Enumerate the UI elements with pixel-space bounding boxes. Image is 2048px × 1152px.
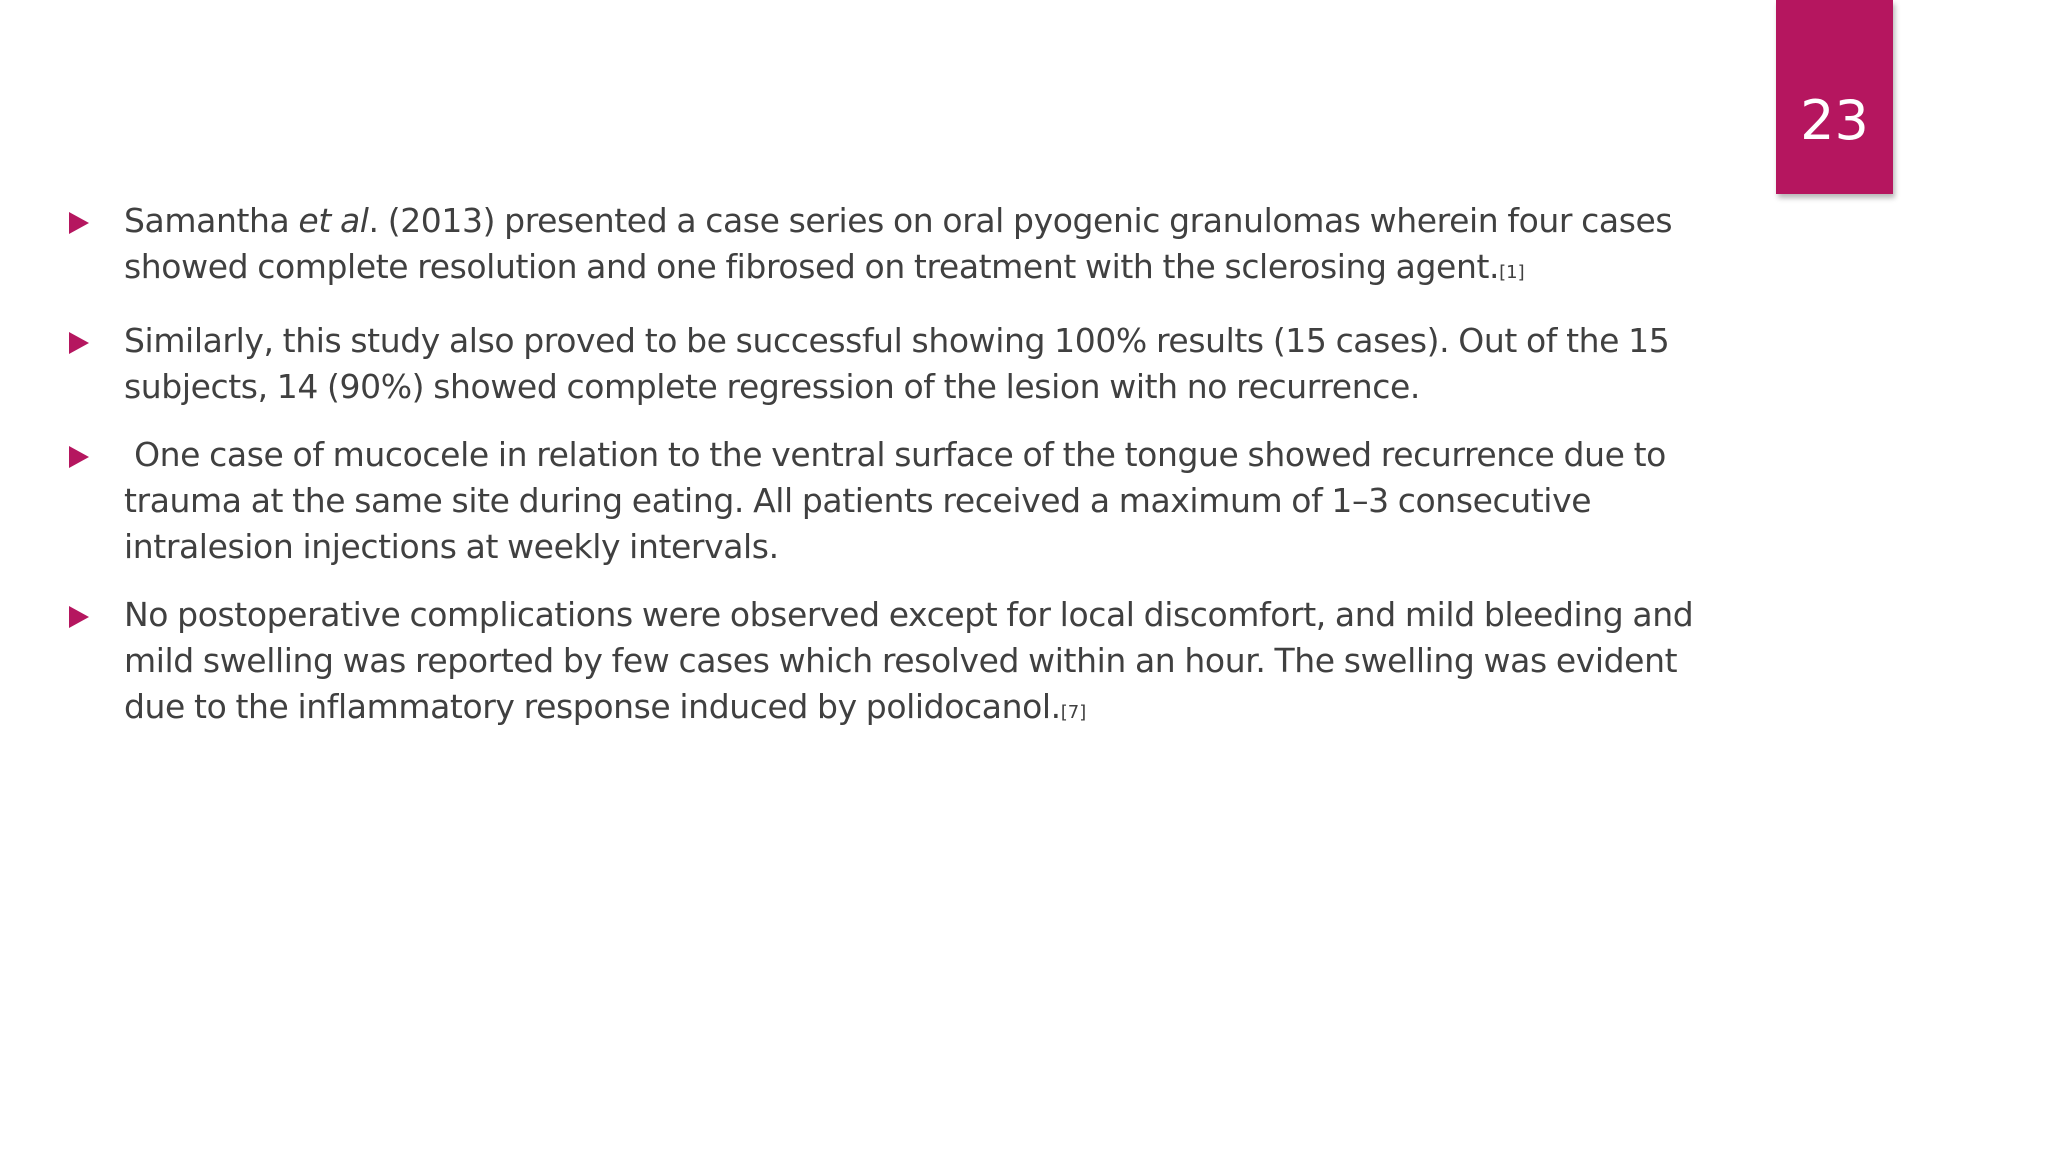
citation-ref: [7] bbox=[1060, 702, 1087, 723]
triangle-bullet-icon bbox=[69, 606, 89, 628]
triangle-bullet-icon bbox=[69, 212, 89, 234]
page-number: 23 bbox=[1800, 89, 1869, 152]
bullet-list bbox=[66, 198, 1746, 758]
triangle-bullet-icon bbox=[69, 446, 89, 468]
bullet-author: Samantha bbox=[124, 201, 299, 240]
bullet-text: . (2013) presented a case series on oral pyogenic granulomas wherein four cases showed complete resolution and one fibrosed on treatment with the sclerosing agent. bbox=[124, 201, 1673, 286]
bullet-etal: et al bbox=[298, 201, 369, 240]
bullet-item bbox=[66, 592, 1746, 736]
bullet-item bbox=[66, 432, 1746, 570]
page-number-tab bbox=[1776, 0, 1893, 194]
triangle-bullet-icon bbox=[69, 332, 89, 354]
bullet-text: No postoperative complications were observed except for local discomfort, and mild bleeding and mild swelling was reported by few cases which resolved within an hour. The swelling was evident due to the inflammatory response induced by polidocanol. bbox=[124, 595, 1694, 726]
bullet-item bbox=[66, 198, 1746, 296]
bullet-text: Similarly, this study also proved to be successful showing 100% results (15 cases). Out of the 15 subjects, 14 (90%) showed complete regression of the lesion with no recurrence. bbox=[124, 321, 1670, 406]
bullet-item bbox=[66, 318, 1746, 410]
bullet-text: One case of mucocele in relation to the ventral surface of the tongue showed recurrence due to trauma at the same site during eating. All patients received a maximum of 1–3 consecutive intralesion injections at weekly intervals. bbox=[124, 435, 1676, 566]
citation-ref: [1] bbox=[1499, 262, 1525, 283]
